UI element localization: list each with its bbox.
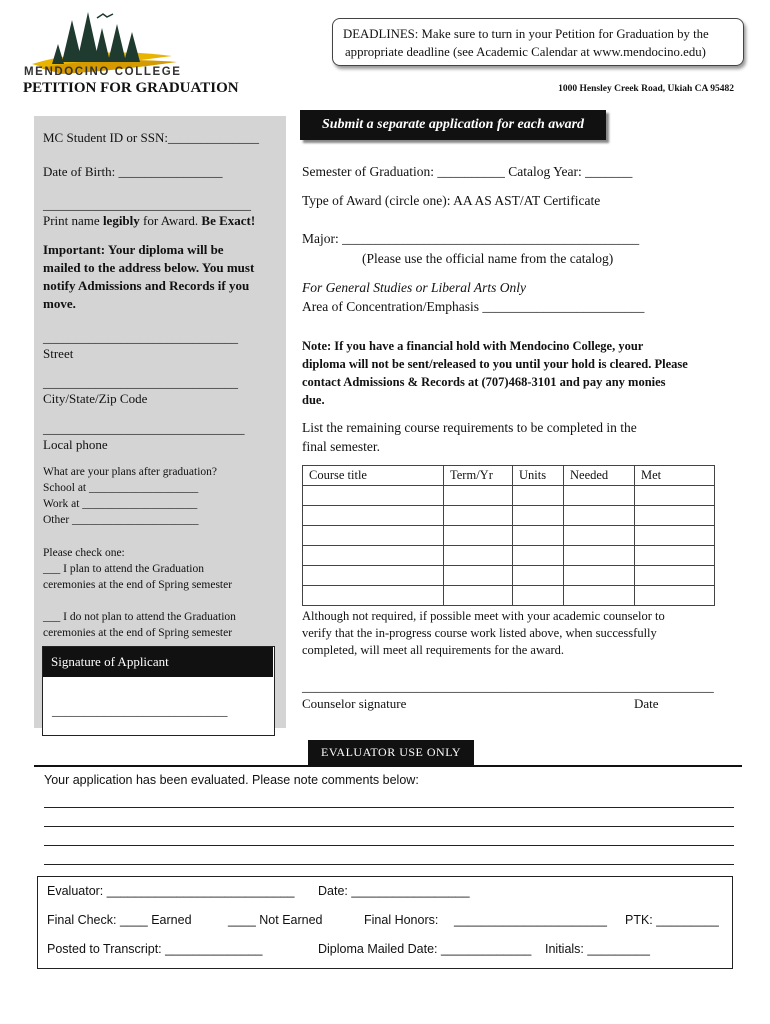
counsel-line-1: Although not required, if possible meet with your academic counselor to — [302, 609, 665, 623]
final-honors-field[interactable]: ______________________ — [454, 913, 607, 927]
important-line-1: Important: Your diploma will be — [43, 242, 224, 257]
table-row[interactable] — [303, 486, 715, 506]
print-name-text: Print name — [43, 213, 103, 228]
initials-field[interactable]: Initials: _________ — [545, 942, 650, 956]
course-list-intro — [302, 418, 637, 456]
counselor-signature-line[interactable]: _____________________________________________________________ — [302, 679, 714, 694]
semester-field[interactable]: Semester of Graduation: __________ Catalog Year: _______ — [302, 164, 633, 179]
ceremony-section — [43, 545, 232, 593]
final-check-not-earned[interactable]: ____ Not Earned — [228, 913, 323, 927]
col-needed: Needed — [564, 466, 635, 486]
ptk-field[interactable]: PTK: _________ — [625, 913, 719, 927]
comment-line[interactable] — [44, 825, 734, 827]
no-attend-option[interactable]: ___ I do not plan to attend the Graduation — [43, 611, 236, 623]
plans-work-field[interactable]: Work at ____________________ — [43, 498, 198, 510]
counselor-note — [302, 608, 665, 659]
attend-option-text: ceremonies at the end of Spring semester — [43, 579, 233, 591]
college-name: MENDOCINO COLLEGE — [24, 66, 182, 78]
plans-other-field[interactable]: Other ______________________ — [43, 514, 199, 526]
plans-section — [43, 464, 217, 528]
award-banner: Submit a separate application for each award — [300, 110, 606, 140]
general-studies-label: For General Studies or Liberal Arts Only — [302, 280, 526, 295]
col-units: Units — [513, 466, 564, 486]
comment-line[interactable] — [44, 844, 734, 846]
street-label: Street — [43, 346, 74, 361]
table-row[interactable] — [303, 526, 715, 546]
table-row[interactable] — [303, 506, 715, 526]
college-address: 1000 Hensley Creek Road, Ukiah CA 95482 — [558, 84, 734, 94]
major-note: (Please use the official name from the catalog) — [362, 251, 614, 266]
student-id-field[interactable]: MC Student ID or SSN:______________ — [43, 130, 259, 145]
col-course-title: Course title — [303, 466, 444, 486]
table-row[interactable] — [303, 546, 715, 566]
counsel-line-2: verify that the in-progress course work listed above, when successfully — [302, 626, 657, 640]
comment-line[interactable] — [44, 806, 734, 808]
col-term: Term/Yr — [444, 466, 513, 486]
print-name-mid: for Award. — [139, 213, 202, 228]
plans-question: What are your plans after graduation? — [43, 466, 218, 478]
list-line-2: final semester. — [302, 439, 380, 454]
table-row[interactable] — [303, 586, 715, 606]
print-name-legibly: legibly — [102, 213, 140, 228]
important-notice — [43, 241, 254, 313]
print-name-line[interactable]: ________________________________ — [43, 197, 251, 212]
counselor-date-label: Date — [634, 696, 659, 711]
evaluator-tab: EVALUATOR USE ONLY — [308, 740, 474, 765]
financial-hold-note — [302, 337, 688, 409]
eval-date-field[interactable]: Date: _________________ — [318, 884, 470, 898]
col-met: Met — [635, 466, 715, 486]
phone-line[interactable]: _______________________________ — [43, 421, 245, 436]
deadline-line-1: DEADLINES: Make sure to turn in your Petition for Graduation by the — [343, 27, 709, 41]
important-line-4: move. — [43, 296, 76, 311]
course-requirements-table — [302, 465, 715, 606]
signature-header: Signature of Applicant — [43, 647, 273, 677]
diploma-mailed-field[interactable]: Diploma Mailed Date: _____________ — [318, 942, 532, 956]
comment-line[interactable] — [44, 863, 734, 865]
evaluated-text: Your application has been evaluated. Please note comments below: — [44, 773, 419, 787]
note-line-2: diploma will not be sent/released to you until your hold is cleared. Please — [302, 357, 688, 371]
street-line[interactable]: ______________________________ — [43, 330, 238, 345]
posted-transcript-field[interactable]: Posted to Transcript: ______________ — [47, 942, 263, 956]
deadline-line-2: appropriate deadline (see Academic Calendar at www.mendocino.edu) — [345, 45, 706, 59]
signature-line[interactable]: ___________________________ — [52, 703, 228, 718]
evaluator-field[interactable]: Evaluator: ___________________________ — [47, 884, 295, 898]
award-type-field[interactable]: Type of Award (circle one): AA AS AST/AT Certificate — [302, 193, 601, 208]
deadline-box — [332, 18, 744, 66]
counselor-signature-label: Counselor signature — [302, 696, 407, 711]
city-line[interactable]: ______________________________ — [43, 375, 238, 390]
table-header-row — [303, 466, 715, 486]
city-label: City/State/Zip Code — [43, 391, 148, 406]
plans-school-field[interactable]: School at ___________________ — [43, 482, 199, 494]
phone-label: Local phone — [43, 437, 108, 452]
list-line-1: List the remaining course requirements to be completed in the — [302, 420, 637, 435]
concentration-field[interactable]: Area of Concentration/Emphasis ________________________ — [302, 299, 645, 314]
no-attend-section — [43, 609, 236, 641]
evaluator-divider — [34, 765, 742, 767]
counsel-line-3: completed, will meet all requirements for the award. — [302, 643, 565, 657]
form-title: PETITION FOR GRADUATION — [23, 80, 239, 96]
important-line-3: notify Admissions and Records if you — [43, 278, 250, 293]
table-row[interactable] — [303, 566, 715, 586]
major-field[interactable]: Major: ____________________________________________ — [302, 231, 640, 246]
note-line-1: Note: If you have a financial hold with Mendocino College, your — [302, 339, 644, 353]
note-line-3: contact Admissions & Records at (707)468-3101 and pay any monies — [302, 375, 666, 389]
final-honors-label: Final Honors: — [364, 913, 439, 927]
attend-option[interactable]: ___ I plan to attend the Graduation — [43, 563, 204, 575]
important-line-2: mailed to the address below. You must — [43, 260, 255, 275]
print-name-label — [43, 213, 255, 229]
note-line-4: due. — [302, 393, 325, 407]
dob-field[interactable]: Date of Birth: ________________ — [43, 164, 223, 179]
check-one-label: Please check one: — [43, 547, 125, 559]
print-name-exact: Be Exact! — [201, 213, 256, 228]
final-check-earned[interactable]: Final Check: ____ Earned — [47, 913, 192, 927]
no-attend-option-text: ceremonies at the end of Spring semester — [43, 627, 233, 639]
